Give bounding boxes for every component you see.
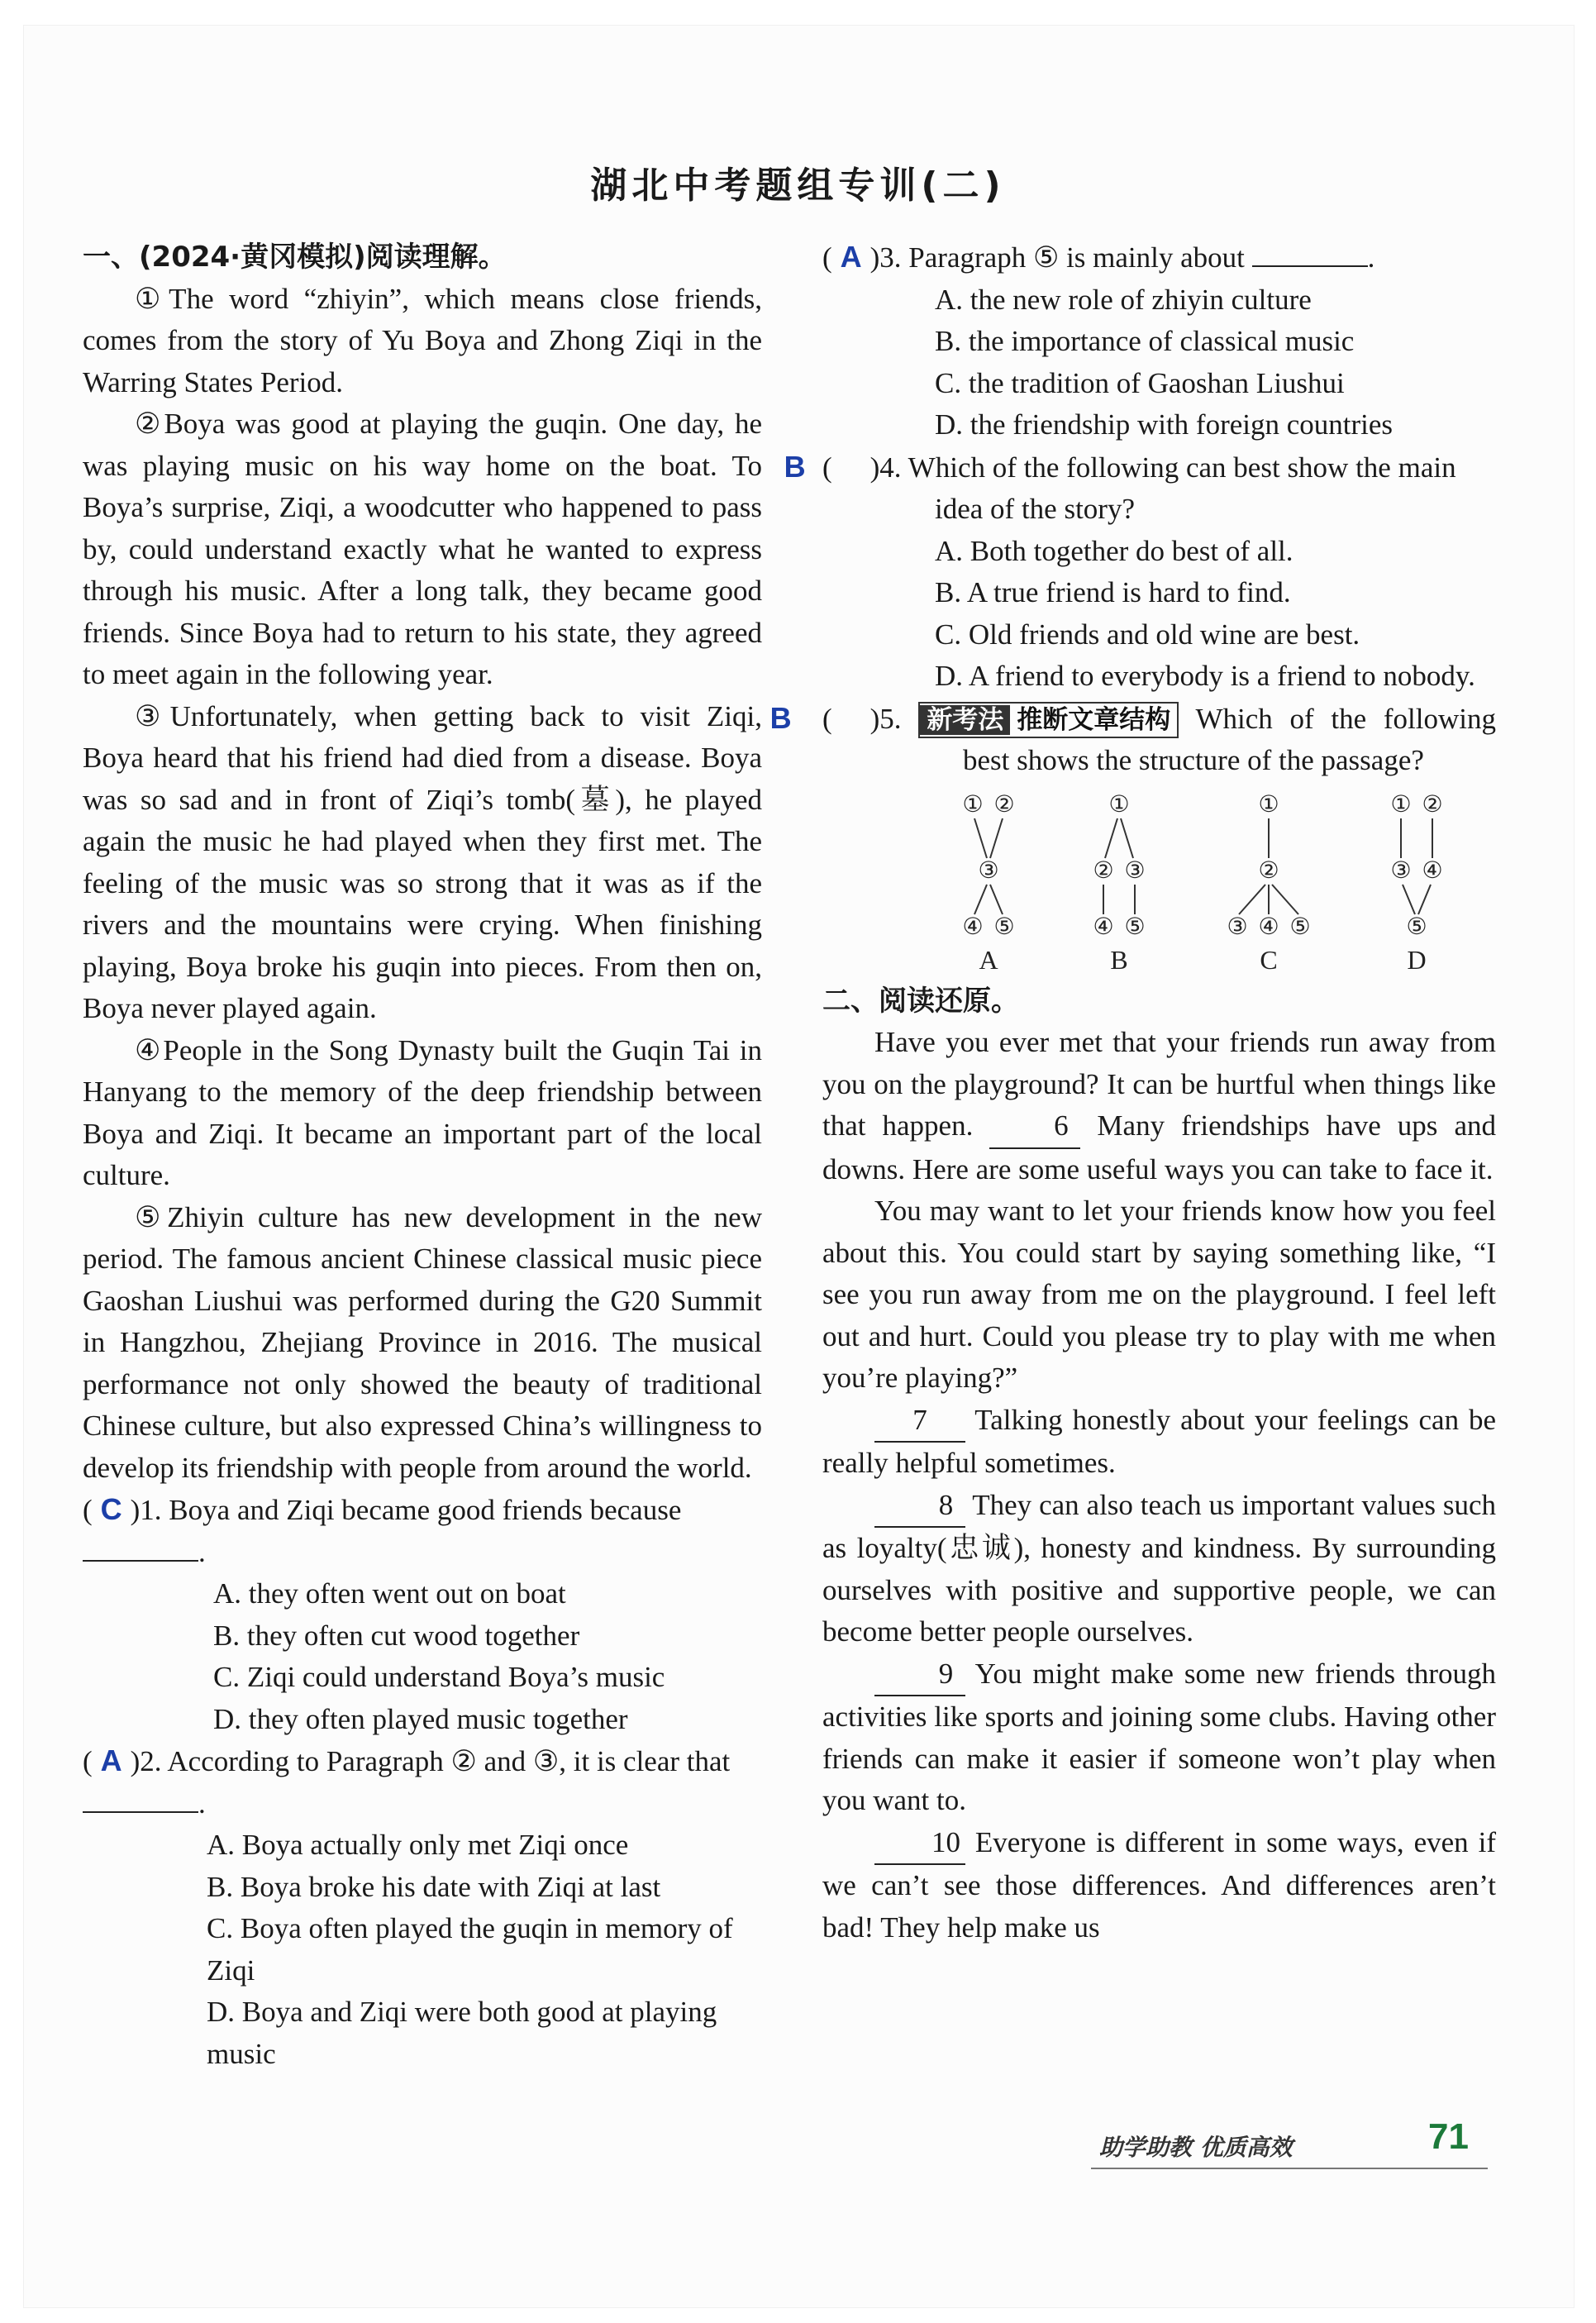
new-method-tag: 新考法 推断文章结构 — [918, 702, 1179, 738]
structure-diagram-options — [822, 782, 1496, 980]
answer-blank[interactable] — [83, 1535, 198, 1562]
answer-mark: C — [100, 1492, 122, 1526]
diagram-label-b: B — [1110, 944, 1128, 975]
answer-blank-6[interactable]: 6 — [989, 1105, 1080, 1149]
passage-paragraph: ②Boya was good at playing the guqin. One day, he was playing music on his way home on the boat. To Boya’s surprise, Ziqi, a woodcutter who happened to pass by, could understand exactly what he wanted to express through his music. After a long talk, they became good friends. Since Boya had to return to his state, they agreed to meet again in the following year. — [83, 408, 762, 690]
diagram-label-a: A — [979, 944, 998, 975]
svg-text:①: ① — [1108, 789, 1130, 818]
svg-text:③: ③ — [1124, 856, 1146, 884]
passage-paragraph: 9 You might make some new friends through activities like sports and joining some clubs. Having other friends can make it easier if someone won’t play when you want to. — [822, 1653, 1496, 1822]
svg-text:④: ④ — [1422, 856, 1443, 884]
page-title: 湖北中考题组专训(二) — [590, 165, 1006, 207]
passage-paragraph: 7 Talking honestly about your feelings can be really helpful sometimes. — [822, 1400, 1496, 1485]
svg-text:③: ③ — [978, 856, 999, 884]
svg-text:④: ④ — [962, 912, 984, 940]
question-4: (B )4. Which of the following can best show the main idea of the story? — [822, 446, 1496, 531]
option[interactable]: D. the friendship with foreign countries — [935, 408, 1394, 441]
svg-text:②: ② — [1258, 856, 1279, 884]
question-stem: Which of the following best shows the structure of the passage? — [963, 702, 1496, 776]
diagram-option-a — [962, 790, 1014, 975]
option[interactable]: A. Boya actually only met Ziqi once — [207, 1829, 629, 1861]
passage-paragraph: ①The word “zhiyin”, which means close friends, comes from the story of Yu Boya and Zhong Ziqi in the Warring States Period. — [83, 282, 762, 398]
svg-text:④: ④ — [1258, 912, 1279, 940]
left-column — [83, 236, 762, 2075]
answer-blank-9[interactable]: 9 — [874, 1653, 965, 1697]
footer-divider — [1091, 2168, 1488, 2169]
answer-blank[interactable] — [1252, 241, 1368, 267]
question-stem: )4. Which of the following can best show the main idea of the story? — [869, 451, 1456, 525]
option[interactable]: C. Boya often played the guqin in memory of Ziqi — [207, 1912, 733, 1987]
svg-text:①: ① — [1258, 789, 1279, 818]
passage-paragraph: Have you ever met that your friends run away from you on the playground? It can be hurtful when things like that happen. 6 Many friendships have ups and downs. Here are some useful ways you can take to face it. — [822, 1026, 1496, 1185]
question-1: ( C )1. Boya and Ziqi became good friends because . — [83, 1489, 762, 1573]
option[interactable]: B. the importance of classical music — [935, 325, 1355, 357]
question-stem: )1. Boya and Ziqi became good friends because — [130, 1494, 682, 1526]
svg-text:②: ② — [1422, 789, 1443, 818]
question-number: )5. — [869, 702, 902, 735]
svg-text:⑤: ⑤ — [1124, 912, 1146, 940]
answer-mark: A — [840, 240, 862, 274]
page-number: 71 — [1428, 2116, 1469, 2157]
question-stem: )3. Paragraph ⑤ is mainly about — [869, 241, 1245, 274]
answer-mark: B — [784, 449, 806, 484]
option[interactable]: C. Old friends and old wine are best. — [935, 618, 1360, 651]
option[interactable]: D. Boya and Ziqi were both good at playing music — [207, 1996, 717, 2070]
svg-text:②: ② — [993, 789, 1015, 818]
passage-paragraph: You may want to let your friends know how you feel about this. You could start by saying something like, “I see you run away from me on the playground. I feel left out and hurt. Could you please try to play with me when you’re playing?” — [822, 1195, 1496, 1394]
option[interactable]: B. A true friend is hard to find. — [935, 576, 1291, 608]
answer-blank-10[interactable]: 10 — [874, 1822, 965, 1866]
option[interactable]: A. they often went out on boat — [213, 1577, 566, 1610]
passage-paragraph: ④People in the Song Dynasty built the Guqin Tai in Hanyang to the memory of the deep friendship between Boya and Ziqi. It became an important part of the local culture. — [83, 1033, 762, 1191]
passage-paragraph: ③Unfortunately, when getting back to visit Ziqi, Boya heard that his friend had died from a disease. Boya was so sad and in front of Ziqi’s tomb(墓), he played again the music he had played when they first met. The feeling of the music was so strong that it was as if the rivers and the mountains were crying. When finishing playing, Boya broke his guqin into pieces. From then on, Boya never played again. — [83, 699, 762, 1024]
question-3: ( A )3. Paragraph ⑤ is mainly about . — [822, 236, 1496, 279]
answer-mark: B — [769, 700, 792, 735]
option[interactable]: D. A friend to everybody is a friend to nobody. — [935, 660, 1475, 692]
option[interactable]: C. the tradition of Gaoshan Liushui — [935, 366, 1345, 399]
answer-mark: A — [100, 1743, 122, 1777]
passage-paragraph: 10 Everyone is different in some ways, even if we can’t see those differences. And differences aren’t bad! They help make us — [822, 1822, 1496, 1949]
svg-text:⑤: ⑤ — [1289, 912, 1311, 940]
footer-slogan: 助学助教 优质高效 — [1099, 2134, 1293, 2161]
diagram-label-c: C — [1260, 944, 1278, 975]
diagram-option-c — [1227, 790, 1310, 975]
svg-text:③: ③ — [1227, 912, 1248, 940]
diagram-option-b — [1093, 790, 1145, 975]
svg-text:⑤: ⑤ — [1406, 912, 1427, 940]
answer-blank-7[interactable]: 7 — [874, 1400, 965, 1443]
option[interactable]: C. Ziqi could understand Boya’s music — [213, 1661, 665, 1693]
svg-text:①: ① — [1390, 789, 1412, 818]
option[interactable]: A. the new role of zhiyin culture — [935, 283, 1312, 316]
svg-text:④: ④ — [1093, 912, 1114, 940]
question-stem: )2. According to Paragraph ② and ③, it is clear that — [130, 1745, 731, 1777]
svg-text:②: ② — [1093, 856, 1114, 884]
option[interactable]: A. Both together do best of all. — [935, 534, 1293, 567]
passage-paragraph: 8 They can also teach us important values such as loyalty(忠诚), honesty and kindness. By surrounding ourselves with positive and supportive people, we can become better people ourselves. — [822, 1485, 1496, 1653]
answer-blank[interactable] — [83, 1786, 198, 1813]
right-column — [769, 236, 1496, 1949]
question-5: (B )5. 新考法 推断文章结构 Which of the following best shows the structure of the passage? — [822, 698, 1496, 782]
passage-paragraph: ⑤Zhiyin culture has new development in the new period. The famous ancient Chinese classical music piece Gaoshan Liushui was performed during the G20 Summit in Hangzhou, Zhejiang Province in 2016. The musical performance not only showed the beauty of traditional Chinese culture, but also expressed China’s willingness to develop its friendship with people from around the world. — [83, 1200, 762, 1484]
question-2: ( A )2. According to Paragraph ② and ③, it is clear that . — [83, 1740, 762, 1825]
option[interactable]: B. they often cut wood together — [213, 1619, 580, 1652]
diagram-option-d — [1390, 790, 1442, 975]
svg-text:①: ① — [962, 789, 984, 818]
option[interactable]: D. they often played music together — [213, 1702, 628, 1735]
svg-text:③: ③ — [1390, 856, 1412, 884]
section1-heading: 一、(2024·黄冈模拟)阅读理解。 — [83, 241, 507, 274]
diagram-label-d: D — [1407, 944, 1427, 975]
section2-heading: 二、阅读还原。 — [822, 984, 1019, 1018]
answer-blank-8[interactable]: 8 — [874, 1485, 965, 1529]
option[interactable]: B. Boya broke his date with Ziqi at last — [207, 1870, 661, 1903]
svg-text:⑤: ⑤ — [993, 912, 1015, 940]
